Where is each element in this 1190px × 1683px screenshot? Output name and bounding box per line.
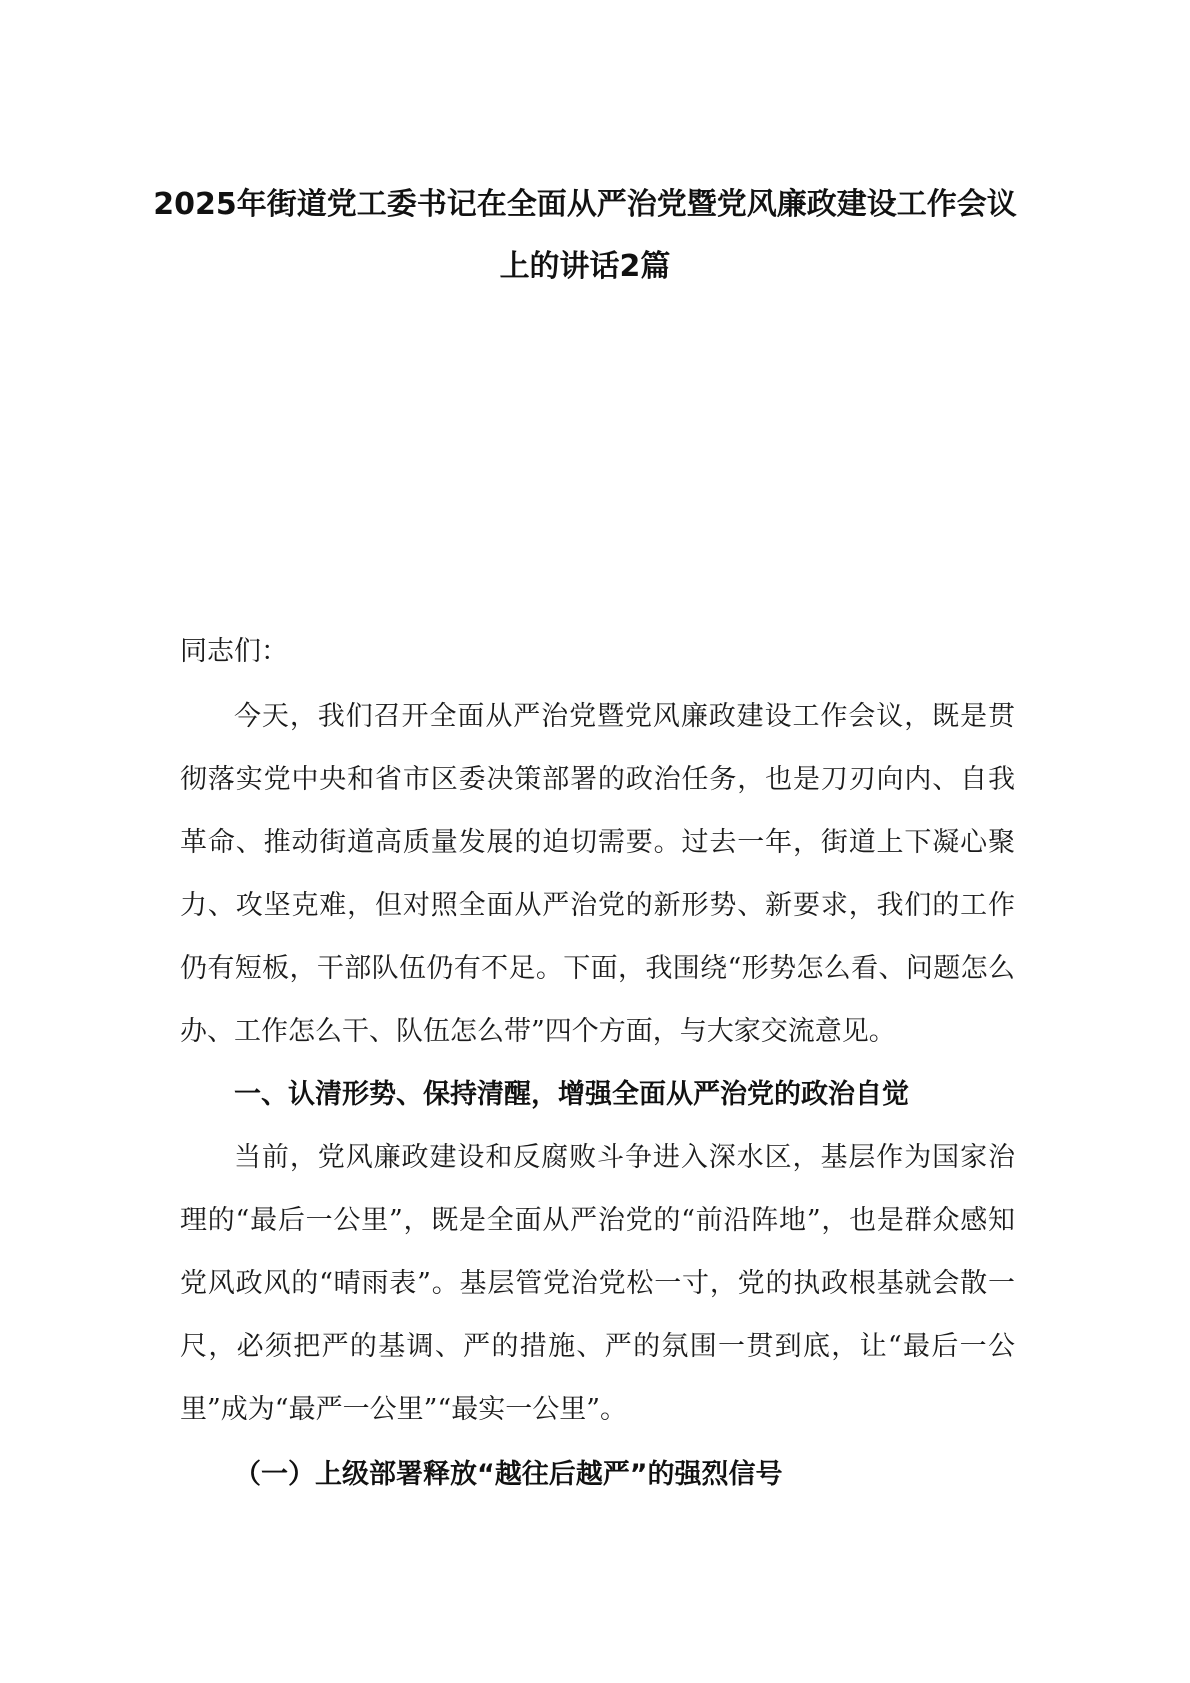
subsection-heading-1: （一）上级部署释放“越往后越严”的强烈信号	[234, 1459, 783, 1490]
intro-paragraph: 今天，我们召开全面从严治党暨党风廉政建设工作会议，既是贯彻落实党中央和省市区委决策部署的政治任务，也是刀刃向内、自我革命、推动街道高质量发展的迫切需要。过去一年，街道上下凝心聚力、攻坚克难，但对照全面从严治党的新形势、新要求，我们的工作仍有短板，干部队伍仍有不足。下面，我围绕“形势怎么看、问题怎么办、工作怎么干、队伍怎么带”四个方面，与大家交流意见。	[180, 701, 1015, 1047]
document-body	[180, 620, 1015, 1506]
section-heading-1: 一、认清形势、保持清醒，增强全面从严治党的政治自觉	[234, 1079, 909, 1110]
section-1-paragraph: 当前，党风廉政建设和反腐败斗争进入深水区，基层作为国家治理的“最后一公里”，既是全面从严治党的“前沿阵地”，也是群众感知党风政风的“晴雨表”。基层管党治党松一寸，党的执政根基就会散一尺，必须把严的基调、严的措施、严的氛围一贯到底，让“最后一公里”成为“最严一公里”“最实一公里”。	[180, 1142, 1015, 1425]
greeting: 同志们：	[180, 636, 288, 667]
document-title: 2025年街道党工委书记在全面从严治党暨党风廉政建设工作会议上的讲话2篇	[153, 187, 1017, 284]
